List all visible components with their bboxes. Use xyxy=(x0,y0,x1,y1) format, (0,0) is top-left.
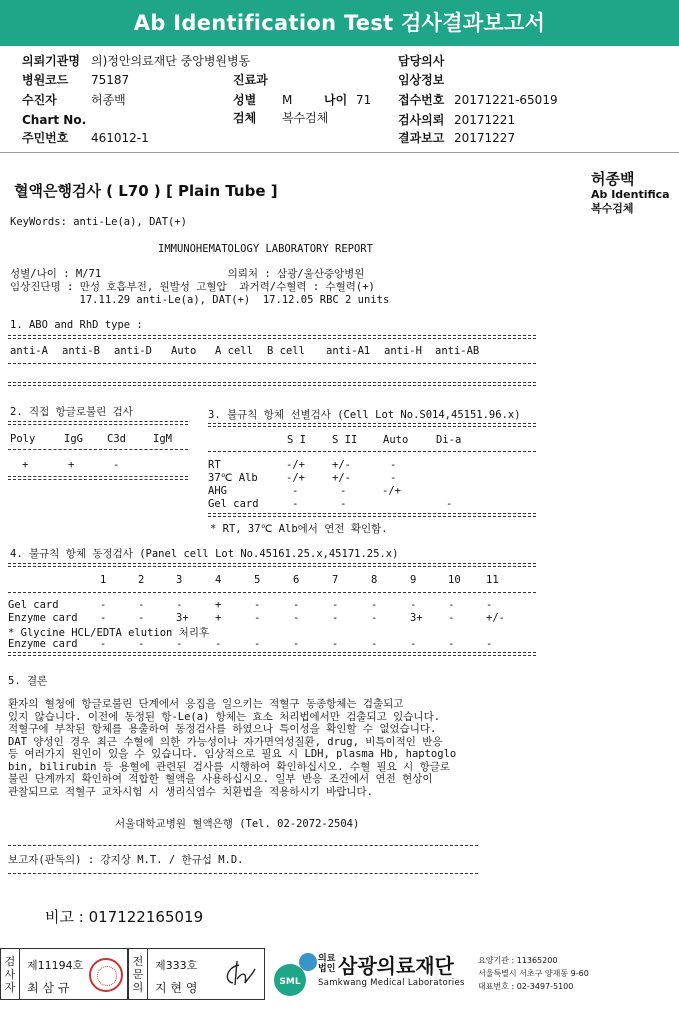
label-sex: 성별 xyxy=(233,93,257,107)
conclusion-line: 있지 않습니다. 이전에 동정된 항-Le(a) 항체는 효소 처리법에서만 검출되고 있습니다. xyxy=(8,710,441,723)
request-date: 20171221 xyxy=(454,113,516,127)
conclusion-text xyxy=(8,698,538,798)
abo-header: A cell xyxy=(215,345,253,357)
panel-value: - xyxy=(138,612,145,624)
signature-icon xyxy=(219,959,257,989)
panel-value: 3+ xyxy=(176,612,189,624)
panel-value: - xyxy=(332,612,339,624)
rule xyxy=(8,421,188,425)
resident-no: 461012-1 xyxy=(91,131,149,145)
panel-value: - xyxy=(254,638,261,650)
section-dat-title: 2. 직접 항글로불린 검사 xyxy=(10,406,133,418)
conclusion-line: 적혈구에 부착된 항체를 용출하여 동정검사를 하였으나 특이성을 확인할 수 없었습니다. xyxy=(8,723,437,735)
panel-column-header: 11 xyxy=(486,574,499,586)
abo-header: B cell xyxy=(267,345,305,357)
dat-header: IgM xyxy=(153,433,172,445)
screen-header: S I xyxy=(287,434,306,446)
specialist-license: 제333호 xyxy=(155,959,198,972)
examiner-license: 제11194호 xyxy=(27,959,84,972)
rule xyxy=(208,451,536,452)
panel-value: - xyxy=(371,599,378,611)
dat-header: C3d xyxy=(107,433,126,445)
lab-code: 요양기관 : 11365200 xyxy=(478,956,558,965)
screen-header: Di-a xyxy=(436,434,462,446)
screen-value: - xyxy=(446,498,453,510)
tag-patient-name: 허종백 xyxy=(591,170,635,188)
panel-value: - xyxy=(138,638,145,650)
patient-line-3: 17.11.29 anti-Le(a), DAT(+) 17.12.05 RBC 2 units xyxy=(10,294,390,306)
rule xyxy=(8,382,536,386)
screen-value: - xyxy=(390,472,397,484)
panel-value: - xyxy=(254,612,261,624)
rule xyxy=(8,363,536,364)
label-report-date: 결과보고 xyxy=(398,131,445,145)
screen-value: - xyxy=(340,485,347,497)
panel-value: - xyxy=(486,599,493,611)
reporter: 보고자(판독의) : 강지상 M.T. / 한규섭 M.D. xyxy=(8,854,244,866)
section-screen-title: 3. 불규칙 항체 선별검사 (Cell Lot No.S014,45151.96.x) xyxy=(208,409,521,421)
panel-column-header: 7 xyxy=(332,574,339,586)
panel-value: +/- xyxy=(486,612,505,624)
screen-value: +/- xyxy=(332,459,351,471)
label-request-date: 검사의뢰 xyxy=(398,113,445,127)
lab-phone: 대표번호 : 02-3497-5100 xyxy=(478,982,574,991)
requesting-institution: 의)정안의료재단 중앙병원병동 xyxy=(91,54,251,68)
logo-small xyxy=(318,954,335,974)
specialist-name: 지 현 영 xyxy=(155,981,198,995)
panel-value: + xyxy=(215,599,222,611)
panel-value: - xyxy=(410,638,417,650)
abo-header: anti-AB xyxy=(435,345,480,357)
screen-row-label: AHG xyxy=(208,485,227,497)
logo-korean-name: 삼광의료재단 xyxy=(338,954,454,978)
panel-column-header: 8 xyxy=(371,574,378,586)
section-panel-title: 4. 불규칙 항체 동정검사 (Panel cell Lot No.45161.25.x,45171.25.x) xyxy=(10,548,399,560)
label-patient: 수진자 xyxy=(22,93,57,107)
panel-column-header: 1 xyxy=(100,574,107,586)
examiner-label: 검사자 xyxy=(4,955,16,994)
panel-value: - xyxy=(100,612,107,624)
conclusion-line: 환자의 혈청에 항글로불린 단계에서 응집을 일으키는 적혈구 동종항체는 검출되고 xyxy=(8,698,404,710)
report-banner: Ab Identification Test 검사결과보고서 xyxy=(0,0,679,46)
panel-value: - xyxy=(448,638,455,650)
panel-value: + xyxy=(215,612,222,624)
examiner-name: 최 삼 규 xyxy=(27,981,70,995)
label-physician: 담당의사 xyxy=(398,54,445,68)
label-clinical-info: 임상정보 xyxy=(398,73,445,87)
rule xyxy=(8,652,536,656)
panel-value: - xyxy=(100,638,107,650)
logo-small-2: 법인 xyxy=(318,964,336,974)
panel-row-label: Enzyme card xyxy=(8,612,78,624)
conclusion-line: 등 여러가지 원인이 있을 수 있습니다. 임상적으로 필요 시 LDH, plasma Hb, haptoglo xyxy=(8,748,457,760)
panel-value: - xyxy=(448,612,455,624)
rule xyxy=(8,592,536,593)
section-conclusion-title: 5. 결론 xyxy=(8,675,48,687)
label-resident-no: 주민번호 xyxy=(22,131,69,145)
dat-value: + xyxy=(68,459,75,471)
panel-value: - xyxy=(138,599,145,611)
label-hospital-code: 병원코드 xyxy=(22,73,69,87)
footer xyxy=(0,948,679,1010)
patient-line-2: 임상진단명 : 만성 호흡부전, 원발성 고혈압 과거력/수혈력 : 수혈력(+) xyxy=(10,281,375,293)
screen-value: - xyxy=(390,459,397,471)
panel-value: - xyxy=(486,638,493,650)
dat-value: + xyxy=(22,459,29,471)
screen-value: - xyxy=(292,485,299,497)
panel-value: - xyxy=(293,638,300,650)
section-abo-title: 1. ABO and RhD type : xyxy=(10,319,143,331)
keywords: KeyWords: anti-Le(a), DAT(+) xyxy=(10,216,188,228)
dat-value: - xyxy=(113,459,120,471)
label-receipt-no: 접수번호 xyxy=(398,93,445,107)
rule xyxy=(8,873,478,874)
panel-column-header: 4 xyxy=(215,574,222,586)
panel-note: * Glycine HCL/EDTA elution 처리후 xyxy=(8,627,210,639)
panel-column-header: 2 xyxy=(138,574,145,586)
rule xyxy=(208,423,536,427)
conclusion-line: 관찰되므로 적혈구 교차시험 시 생리식염수 치환법을 적용하시기 바랍니다. xyxy=(8,785,374,798)
rule xyxy=(208,513,536,517)
screen-row-label: Gel card xyxy=(208,498,259,510)
specialist-label: 전문의 xyxy=(132,955,144,994)
screen-note: * RT, 37℃ Alb에서 연전 확인함. xyxy=(210,523,388,535)
rule xyxy=(8,449,188,450)
specialist-box xyxy=(128,948,265,1000)
tag-specimen: 복수검체 xyxy=(591,202,634,215)
conclusion-line: DAT 양성인 경우 최근 수혈에 의한 가능성이나 자가면역성질환, drug, 비특이적인 반응 xyxy=(8,735,443,748)
age: 71 xyxy=(356,93,372,107)
label-chart-no: Chart No. xyxy=(22,113,87,127)
abo-header: anti-H xyxy=(384,345,422,357)
screen-header: S II xyxy=(332,434,358,446)
screen-value: -/+ xyxy=(286,472,305,484)
label-specimen: 검체 xyxy=(233,111,257,125)
rule xyxy=(8,335,536,339)
logo-mark-text: SML xyxy=(279,977,301,987)
panel-value: - xyxy=(176,638,183,650)
abo-header: Auto xyxy=(171,345,197,357)
panel-row-label: Enzyme card xyxy=(8,638,78,650)
screen-value: - xyxy=(292,498,299,510)
examiner-seal xyxy=(89,958,123,992)
panel-value: - xyxy=(371,612,378,624)
panel-value: - xyxy=(293,612,300,624)
tag-test-name: Ab Identifica xyxy=(591,188,670,201)
panel-value: - xyxy=(371,638,378,650)
specimen: 복수검체 xyxy=(282,111,329,125)
panel-column-header: 5 xyxy=(254,574,261,586)
abo-header: anti-A1 xyxy=(326,345,371,357)
panel-column-header: 10 xyxy=(448,574,461,586)
panel-value: - xyxy=(176,599,183,611)
report-title: 혈액은행검사 ( L70 ) [ Plain Tube ] xyxy=(14,182,278,200)
dat-header: Poly xyxy=(10,433,36,445)
screen-value: -/+ xyxy=(382,485,401,497)
screen-row-label: 37℃ Alb xyxy=(208,472,258,484)
label-department: 진료과 xyxy=(233,73,268,87)
logo-small-1: 의료 xyxy=(318,954,336,964)
label-requesting-institution: 의뢰기관명 xyxy=(22,54,80,68)
institution-contact: 서울대학교병원 혈액은행 (Tel. 02-2072-2504) xyxy=(115,818,360,830)
panel-value: - xyxy=(410,599,417,611)
panel-value: - xyxy=(100,599,107,611)
conclusion-line: 불린 단계까지 확인하여 적합한 혈액을 사용하십시오. 일부 반응 조건에서 연전 현상이 xyxy=(8,773,433,785)
panel-value: - xyxy=(293,599,300,611)
patient-name: 허종백 xyxy=(91,93,126,107)
abo-header: anti-B xyxy=(62,345,100,357)
screen-value: -/+ xyxy=(286,459,305,471)
screen-value: +/- xyxy=(332,472,351,484)
remark-value: 017122165019 xyxy=(88,908,204,926)
rule xyxy=(8,476,188,480)
dat-header: IgG xyxy=(64,433,83,445)
panel-value: - xyxy=(254,599,261,611)
sex: M xyxy=(282,93,293,107)
rule xyxy=(8,563,536,567)
patient-line-1: 성별/나이 : M/71 의뢰처 : 삼광/울산중앙병원 xyxy=(10,268,365,280)
receipt-no: 20171221-65019 xyxy=(454,93,558,107)
screen-row-label: RT xyxy=(208,459,221,471)
panel-value: - xyxy=(215,638,222,650)
panel-column-header: 9 xyxy=(410,574,417,586)
rule xyxy=(8,845,478,846)
panel-column-header: 6 xyxy=(293,574,300,586)
panel-row-label: Gel card xyxy=(8,599,59,611)
screen-header: Auto xyxy=(383,434,409,446)
lab-address: 서울특별시 서초구 양재동 9-60 xyxy=(478,969,589,978)
report-date: 20171227 xyxy=(454,131,516,145)
abo-header: anti-D xyxy=(114,345,152,357)
lab-info xyxy=(478,954,589,993)
hospital-code: 75187 xyxy=(91,73,130,87)
sml-logo-icon xyxy=(268,950,324,998)
screen-value: - xyxy=(340,498,347,510)
lab-report-title: IMMUNOHEMATOLOGY LABORATORY REPORT xyxy=(158,243,373,255)
panel-value: - xyxy=(448,599,455,611)
remark xyxy=(45,906,203,927)
header-divider xyxy=(0,152,679,153)
panel-value: - xyxy=(332,599,339,611)
examiner-box xyxy=(0,948,128,1000)
label-age: 나이 xyxy=(324,93,348,107)
panel-value: 3+ xyxy=(410,612,423,624)
specimen-tag xyxy=(591,170,679,216)
panel-column-header: 3 xyxy=(176,574,183,586)
panel-value: - xyxy=(332,638,339,650)
remark-label: 비고 : xyxy=(45,908,84,926)
logo-english-name: Samkwang Medical Laboratories xyxy=(318,978,465,988)
abo-header: anti-A xyxy=(10,345,48,357)
conclusion-line: bin, bilirubin 등 용혈에 관련된 검사를 시행하여 확인하십시오. 수혈 필요 시 항글로 xyxy=(8,760,451,773)
